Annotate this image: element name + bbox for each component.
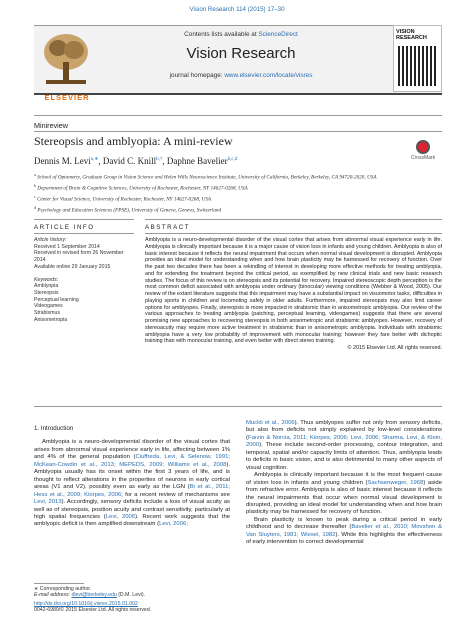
paragraph: Amblyopia is a neuro-developmental disorder of the visual cortex that arises from abnormal visual experience early in life, affecting between 1% and 4% of the general population (Ciuffreda, Levi, & Selenow, 1991; McKean-Cowdin et al., 2013; MEPEDS, 2009; Williams et al., 2008). Amblyopia usually has its onset within the first 3 years of life, and is thought to reflect alterations in the properties of neurons in early cortical areas (V1 and V2), possibly even as early as the LGN (Bi et al., 2011; Hess et al., 2009; Kiorpes, 2006; for a recent review of mechanisms see Levi, 2013). Accordingly, sensory deficits include a loss of visual acuity as well as of stereopsis, position acuity and contrast sensitivity, particularly at high spatial frequencies (Levi, 2006). Recent work suggests that the amblyopic deficit is then amplified downstream (Levi, 2006;	[34, 439, 231, 528]
article-info	[34, 237, 134, 323]
affiliation: $^d$ Psychology and Education Sciences (FPSE), University of Geneva, Geneva, Switzerland	[34, 205, 222, 215]
author-sup: a,∗	[90, 157, 99, 162]
body-column-right	[246, 420, 442, 547]
history-item: Received 1 September 2014	[34, 243, 100, 250]
divider	[34, 233, 134, 234]
abstract-text: Amblyopia is a neuro-developmental disorder of the visual cortex that arises from abnormal visual experience early in life. Amblyopia is clinically important because it is a major cause of vision loss in infants and young children. Amblyopia is also of basic interest because it reflects the neural impairment that occurs when normal visual development is disrupted. Amblyopia provides an ideal model for understanding when and how brain plasticity may be harnessed for recovery of function. Over the past two decades there has been a rekindling of interest in developing more effective methods for treating amblyopia, and for extending the treatment beyond the critical period, as exemplified by new clinical trials and new basic research studies. The focus of this review is on stereopsis and its potential for recovery. Impaired stereoscopic depth perception is the most common deficit associated with amblyopia under ordinary (binocular) viewing conditions (Webber & Wood, 2005). Our review of the extant literature suggests that this impairment may have a substantial impact on visuomotor tasks, difficulties in playing sports in children and locomoting safely in older adults. Furthermore, impaired stereopsis may also limit career options for amblyopes. Finally, stereopsis is more impacted in strabismic than in anisometropic amblyopia. Our review of the various approaches to treating amblyopia (patching, perceptual learning, videogames) suggests that there are several promising new approaches to recovering stereopsis in both anisometropic and strabismic amblyopes. However, recovery of stereoacuity may require more active treatment in strabismic than in anisometropic amblyopia. Individuals with strabismic amblyopia have a very low probability of improvement with monocular training; however they fare better with dichoptic training than with monocular training, and even better with direct stereo training.	[145, 237, 442, 345]
citation-link[interactable]: Ciuffreda, Levi, & Selenow, 1991; McKean-Cowdin et al., 2013; MEPEDS, 2009; Williams et al., 2008	[34, 454, 231, 468]
homepage-prefix: journal homepage:	[169, 72, 225, 79]
journal-name: Vision Research	[186, 45, 296, 62]
divider	[34, 406, 442, 407]
citation-link[interactable]: Levi, 2006	[105, 513, 136, 520]
footnotes	[34, 583, 230, 614]
history-item: Available online 29 January 2015	[34, 263, 111, 270]
cover-image	[398, 46, 438, 86]
contents-line	[96, 31, 386, 38]
divider	[34, 115, 442, 116]
citation-link[interactable]: Levi, 2006;	[159, 521, 188, 528]
citation-link[interactable]: Muckli et al., 2006	[246, 420, 295, 426]
history-label: Article history:	[34, 237, 67, 243]
citation-link[interactable]: Farzin & Norcia, 2011; Kiorpes, 2006; Levi, 2006; Sharma, Levi, & Klein, 2000	[246, 434, 442, 449]
divider	[34, 219, 134, 220]
author-name[interactable]: Daphne Bavelier	[166, 156, 228, 166]
affiliations	[34, 171, 442, 216]
author-name[interactable]: Dennis M. Levi	[34, 156, 91, 166]
abstract-heading: ABSTRACT	[145, 224, 191, 231]
footnote-rule	[34, 583, 84, 584]
history-item: Received in revised form 26 November 2014	[34, 250, 124, 264]
corresponding-author: ∗ Corresponding author.	[34, 586, 92, 592]
citation-link[interactable]: Levi, 2013	[34, 499, 62, 506]
keyword: Anisometropia	[34, 316, 68, 323]
homepage-url[interactable]: www.elsevier.com/locate/visres	[224, 72, 313, 79]
author-sup: b,†	[156, 157, 163, 162]
author-name[interactable]: David C. Knill	[102, 156, 157, 166]
contents-prefix: Contents lists available at	[184, 31, 259, 38]
paragraph: Muckli et al., 2006). Thus amblyopes suffer not only from sensory deficits, but also from deficits not simply explained by low-level considerations (Farzin & Norcia, 2011; Kiorpes, 2006; Levi, 2006; Sharma, Levi, & Klein, 2000). These include second-order processing, contour integration, and temporal, spatial and/or capacity limits of attention. Thus, amblyopia leads to deficits in basic vision, and is also detrimental to many other aspects of visual cognition.	[246, 420, 442, 471]
issn-line: 0042-6989/© 2015 Elsevier Ltd. All rights reserved.	[34, 607, 152, 614]
article-type: Minireview	[34, 121, 68, 130]
divider	[145, 219, 442, 220]
cover-title: VISION RESEARCH	[396, 29, 427, 41]
divider	[34, 131, 442, 132]
citation-link[interactable]: Bavelier et al., 2010; Movshon & Van Sluyters, 1981; Wiesel, 1982	[246, 524, 442, 538]
section-heading: 1. Introduction	[34, 425, 74, 432]
keyword: Videogames	[34, 303, 63, 310]
crossmark-badge[interactable]	[404, 140, 442, 161]
keyword: Stereopsis	[34, 289, 59, 296]
citation-link[interactable]: Sachsenweger, 1968	[367, 479, 424, 486]
email-link[interactable]: dlevi@berkeley.edu	[71, 592, 117, 599]
keyword: Perceptual learning	[34, 296, 79, 303]
keyword: Amblyopia	[34, 283, 59, 290]
abstract-copyright: © 2015 Elsevier Ltd. All rights reserved.	[347, 345, 442, 351]
affiliation: $^a$ School of Optometry, Graduate Group in Vision Science and Helen Wills Neuroscience Institute, University of California, Berkeley, Berkeley, CA 94720-2020, USA	[34, 172, 377, 181]
body-column-left	[34, 425, 230, 529]
crossmark-label: CrossMark	[410, 155, 436, 161]
publisher-name: ELSEVIER	[44, 93, 90, 102]
paragraph: Amblyopia is clinically important because it is the most frequent cause of vision loss in infants and young children (Sachsenweger, 1968) aside from refractive error. Amblyopia is also of basic interest because it reflects the neural impairments that occur when normal visual development is disrupted, providing an ideal model for understanding when and how brain plasticity may be harnessed for recovery of function.	[246, 472, 442, 516]
paragraph: Brain plasticity is known to peak during a critical period in early childhood and to decrease thereafter (Bavelier et al., 2010; Movshon & Van Sluyters, 1981; Wiesel, 1982). While this highlights the effectiveness of early intervention to correct developmental	[246, 516, 442, 546]
email-line: E-mail address: dlevi@berkeley.edu (D.M. Levi).	[34, 592, 145, 599]
crossmark-icon	[416, 140, 430, 154]
abstract	[145, 237, 442, 352]
affiliation: $^b$ Department of Brain & Cognitive Sciences, University of Rochester, Rochester, NY 14627-0268, USA	[34, 183, 248, 192]
citation-link[interactable]: Bi et al., 2011; Hess et al., 2009; Kiorpes, 2006	[34, 484, 230, 498]
keyword: Strabismus	[34, 310, 60, 317]
journal-homepage	[96, 72, 386, 79]
divider	[145, 233, 442, 234]
journal-cover-thumbnail	[393, 25, 442, 92]
author-list: Dennis M. Levi$^{a,∗}$, David C. Knill$^{b,\dagger}$, Daphne Bavelier$^{b,c,d}$	[34, 156, 238, 166]
doi-link[interactable]: http://dx.doi.org/10.1016/j.visres.2015.01.002	[34, 600, 138, 607]
elsevier-tree-logo	[38, 28, 94, 88]
journal-citation: Vision Research 114 (2015) 17–30	[189, 6, 285, 13]
keywords-label: Keywords:	[34, 276, 59, 283]
author-sup: b,c,d	[227, 157, 238, 162]
article-title: Stereopsis and amblyopia: A mini-review	[34, 134, 233, 148]
sciencedirect-link[interactable]: ScienceDirect	[258, 31, 298, 38]
affiliation: $^c$ Center for Visual Science, University of Rochester, Rochester, NY 14627-0268, USA	[34, 194, 212, 204]
article-info-heading: ARTICLE INFO	[34, 224, 95, 231]
